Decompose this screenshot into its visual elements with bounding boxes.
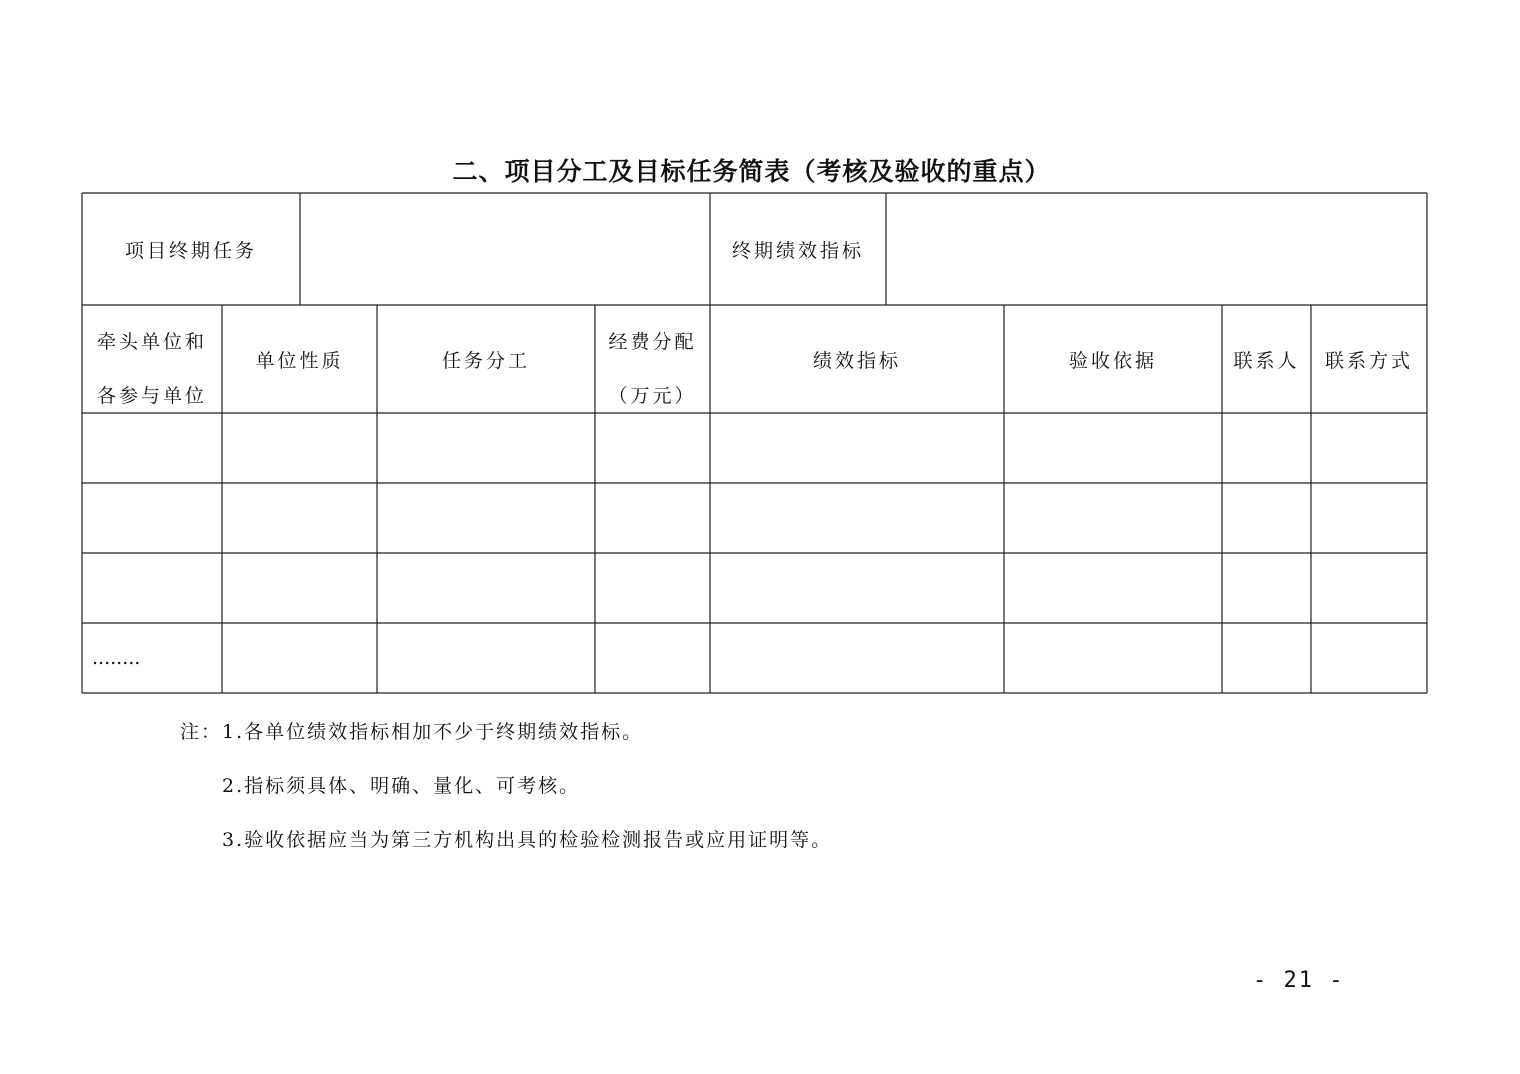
header-performance: 绩效指标 bbox=[812, 349, 901, 372]
header-contact: 联系人 bbox=[1233, 349, 1300, 372]
note-3: 3.验收依据应当为第三方机构出具的检验检测报告或应用证明等。 bbox=[222, 829, 833, 851]
header-contact-method: 联系方式 bbox=[1324, 349, 1413, 372]
page-number: - 21 - bbox=[1253, 968, 1345, 993]
page-title: 二、项目分工及目标任务简表（考核及验收的重点） bbox=[452, 157, 1051, 186]
header-unit-line2: 各参与单位 bbox=[96, 384, 207, 407]
header-funds-line1: 经费分配 bbox=[608, 330, 697, 353]
task-value-cell[interactable] bbox=[300, 193, 710, 305]
task-label: 项目终期任务 bbox=[124, 239, 257, 262]
header-division: 任务分工 bbox=[441, 349, 530, 372]
note-2: 2.指标须具体、明确、量化、可考核。 bbox=[222, 775, 581, 797]
header-funds-line2: （万元） bbox=[608, 384, 697, 407]
header-unit-line1: 牵头单位和 bbox=[96, 330, 207, 353]
ellipsis-row-label: ........ bbox=[92, 647, 141, 669]
header-nature: 单位性质 bbox=[255, 349, 344, 372]
indicator-label: 终期绩效指标 bbox=[731, 239, 864, 262]
indicator-value-cell[interactable] bbox=[886, 193, 1427, 305]
note-1: 注：1.各单位绩效指标相加不少于终期绩效指标。 bbox=[180, 721, 644, 743]
header-basis: 验收依据 bbox=[1068, 349, 1157, 372]
